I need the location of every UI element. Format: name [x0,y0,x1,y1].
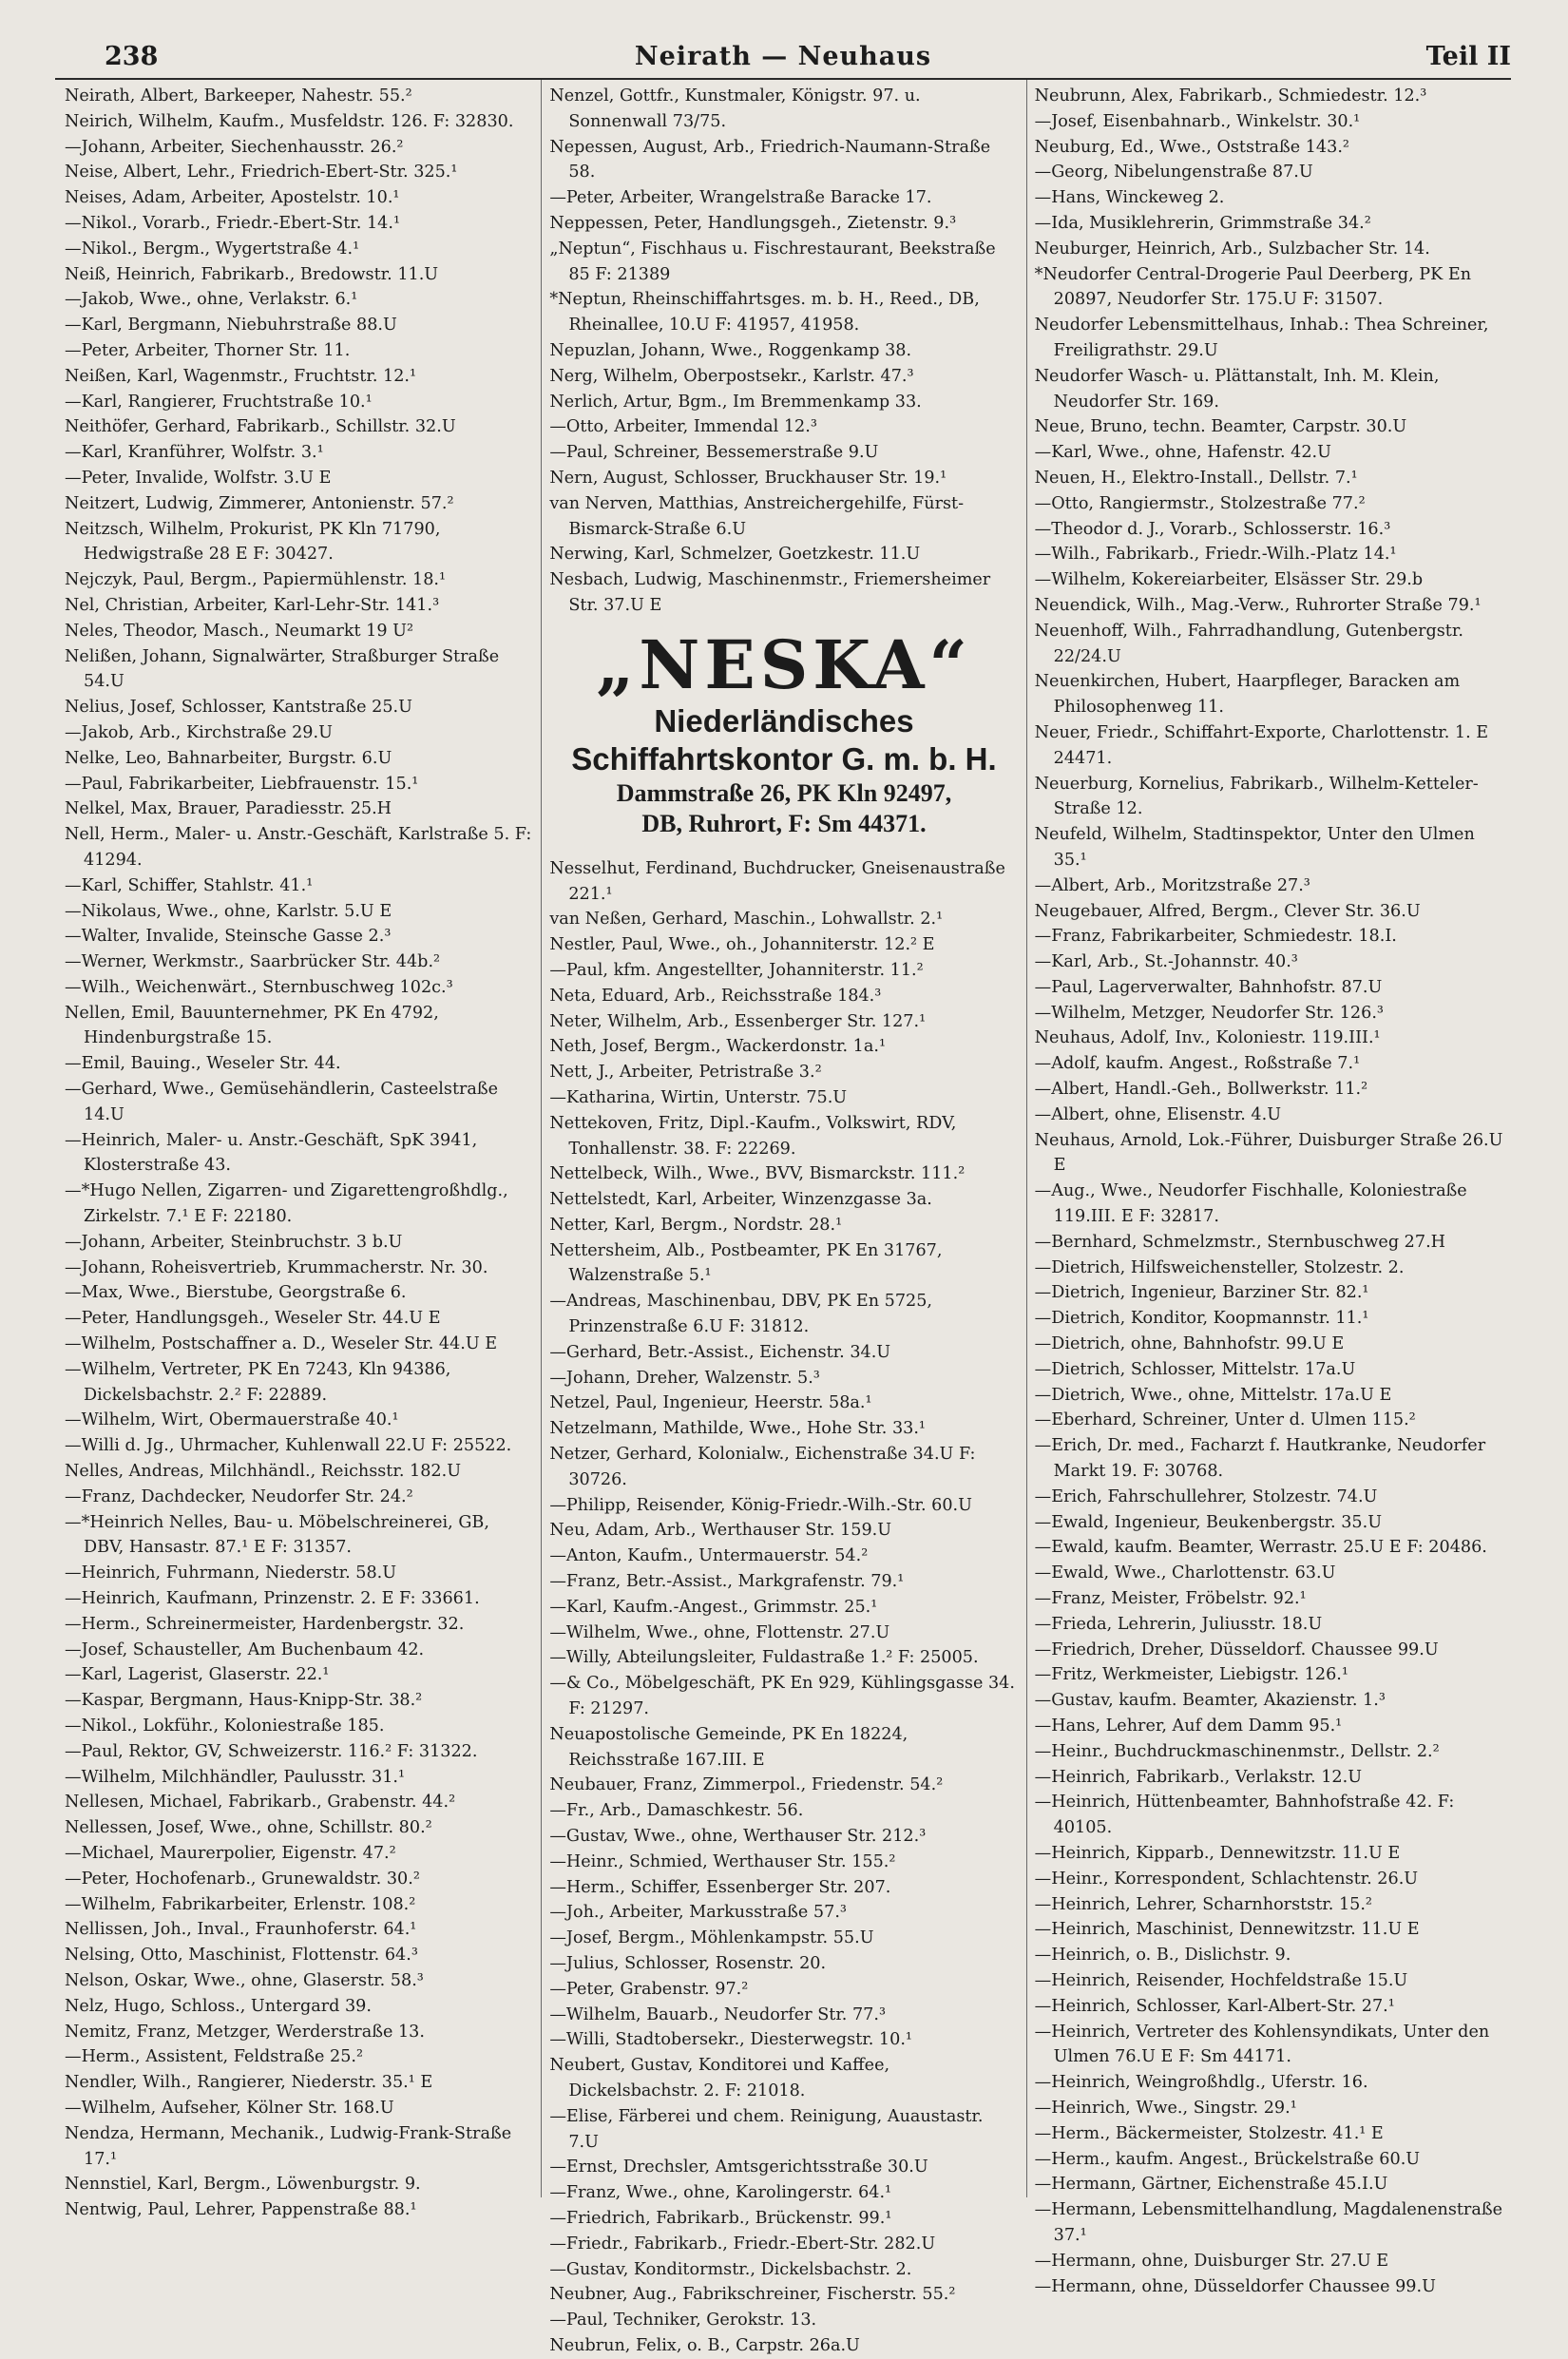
directory-entry: Nelsing, Otto, Maschinist, Flottenstr. 64.³ [65,1946,418,1966]
directory-entry: —Philipp, Reisender, König-Friedr.-Wilh.-Str. 60.U [549,1495,972,1515]
directory-entry: Nettekoven, Fritz, Dipl.-Kaufm., Volkswirt, RDV, Tonhallenstr. 38. F: 22269. [549,1113,957,1159]
directory-entry: —Wilhelm, Kokereiarbeiter, Elsässer Str. 29.b [1034,570,1424,590]
directory-entry: Neitzsch, Wilhelm, Prokurist, PK Kln 71790, Hedwigstraße 28 E F: 30427. [65,519,441,565]
directory-entry: Nerlich, Artur, Bgm., Im Bremmenkamp 33. [549,392,922,412]
directory-entry: Neirich, Wilhelm, Kaufm., Musfeldstr. 126. F: 32830. [65,111,514,131]
directory-entry: —Gerhard, Betr.-Assist., Eichenstr. 34.U [549,1342,891,1362]
directory-entry: —Nikol., Vorarb., Friedr.-Ebert-Str. 14.¹ [65,213,400,233]
neska-line1: Niederländisches [654,702,914,738]
directory-entry: —& Co., Möbelgeschäft, PK En 929, Kühlingsgasse 34. F: 21297. [549,1674,1015,1719]
directory-entry: Neuburg, Ed., Wwe., Oststraße 143.² [1034,137,1349,157]
directory-entry: —Franz, Meister, Fröbelstr. 92.¹ [1034,1589,1307,1609]
directory-entry: —Heinrich, Reisender, Hochfeldstraße 15.U [1034,1970,1408,1990]
directory-entry: —Franz, Wwe., ohne, Karolingerstr. 64.¹ [549,2183,892,2203]
directory-entry: Neitzert, Ludwig, Zimmerer, Antonienstr. 57.² [65,493,454,513]
directory-entry: Nesbach, Ludwig, Maschinenmstr., Friemersheimer Str. 37.U E [549,570,991,615]
directory-entry: Neithöfer, Gerhard, Fabrikarb., Schillstr. 32.U [65,417,456,437]
directory-entry: Nettersheim, Alb., Postbeamter, PK En 31767, Walzenstraße 5.¹ [549,1240,943,1286]
directory-entry: —Heinrich, Schlosser, Karl-Albert-Str. 27.¹ [1034,1996,1395,2016]
directory-entry: Neubner, Aug., Fabrikschreiner, Fischerstr. 55.² [549,2285,956,2305]
directory-entry: —Karl, Rangierer, Fruchtstraße 10.¹ [65,392,373,412]
column-middle-bottom [549,856,1018,2359]
columns [57,80,1511,2355]
directory-entry: —Karl, Wwe., ohne, Hafenstr. 42.U [1034,443,1331,463]
directory-entry: Neuburger, Heinrich, Arb., Sulzbacher Str. 14. [1034,239,1430,259]
directory-entry: —Hermann, Lebensmittelhandlung, Magdalenenstraße 37.¹ [1034,2200,1502,2245]
directory-entry: —Hermann, ohne, Düsseldorfer Chaussee 99.U [1034,2276,1436,2296]
directory-entry: Nel, Christian, Arbeiter, Karl-Lehr-Str. 141.³ [65,595,440,615]
directory-entry: —Wilhelm, Metzger, Neudorfer Str. 126.³ [1034,1003,1384,1023]
directory-entry: —Heinrich, Wwe., Singstr. 29.¹ [1034,2098,1297,2118]
directory-entry: Neißen, Karl, Wagenmstr., Fruchtstr. 12.¹ [65,366,417,386]
directory-entry: —Josef, Schausteller, Am Buchenbaum 42. [65,1640,425,1659]
directory-entry: —Dietrich, Hilfsweichensteller, Stolzestr. 2. [1034,1257,1405,1277]
directory-entry: —Peter, Invalide, Wolfstr. 3.U E [65,468,332,488]
directory-entry: —Franz, Fabrikarbeiter, Schmiedestr. 18.I. [1034,927,1397,947]
directory-entry: Nell, Herm., Maler- u. Anstr.-Geschäft, Karlstraße 5. F: 41294. [65,825,532,870]
column-right [1026,80,1511,2296]
directory-entry: Neises, Adam, Arbeiter, Apostelstr. 10.¹ [65,188,400,208]
directory-entry: —Peter, Handlungsgeh., Weseler Str. 44.U E [65,1309,441,1329]
directory-entry: Neuenhoff, Wilh., Fahrradhandlung, Gutenbergstr. 22/24.U [1034,621,1463,666]
directory-entry: —Johann, Arbeiter, Siechenhausstr. 26.² [65,137,404,157]
directory-entry: —Otto, Arbeiter, Immendal 12.³ [549,417,817,437]
directory-entry: Nelius, Josef, Schlosser, Kantstraße 25.U [65,698,412,718]
directory-entry: Neue, Bruno, techn. Beamter, Carpstr. 30.U [1034,417,1407,437]
directory-entry: —Herm., Assistent, Feldstraße 25.² [65,2047,364,2067]
directory-entry: —Friedrich, Dreher, Düsseldorf. Chaussee 99.U [1034,1640,1439,1659]
directory-entry: Nejczyk, Paul, Bergm., Papiermühlenstr. 18.¹ [65,570,447,590]
directory-entry: Neuer, Friedr., Schiffahrt-Exporte, Charlottenstr. 1. E 24471. [1034,722,1489,768]
directory-entry: —Paul, Lagerverwalter, Bahnhofstr. 87.U [1034,977,1383,997]
directory-entry: —Walter, Invalide, Steinsche Gasse 2.³ [65,927,392,947]
directory-entry: —Erich, Dr. med., Facharzt f. Hautkranke, Neudorfer Markt 19. F: 30768. [1034,1436,1486,1482]
directory-entry: —Georg, Nibelungenstraße 87.U [1034,163,1313,182]
directory-entry: Neufeld, Wilhelm, Stadtinspektor, Unter den Ulmen 35.¹ [1034,825,1475,870]
directory-entry: —Eberhard, Schreiner, Unter d. Ulmen 115.² [1034,1410,1416,1430]
directory-entry: —Karl, Arb., St.-Johannstr. 40.³ [1034,952,1298,972]
directory-entry: —Johann, Arbeiter, Steinbruchstr. 3 b.U [65,1232,403,1252]
directory-entry: —Dietrich, Konditor, Koopmannstr. 11.¹ [1034,1309,1369,1329]
directory-entry: —Hermann, Gärtner, Eichenstraße 45.I.U [1034,2175,1388,2195]
directory-entry: Neu, Adam, Arb., Werthauser Str. 159.U [549,1521,892,1541]
directory-entry: —Wilhelm, Aufseher, Kölner Str. 168.U [65,2098,394,2118]
directory-entry: —Joh., Arbeiter, Markusstraße 57.³ [549,1903,847,1923]
directory-entry: „Neptun“, Fischhaus u. Fischrestaurant, Beekstraße 85 F: 21389 [549,239,996,284]
page-title: Neirath — Neuhaus [634,42,932,71]
directory-entry: —Fritz, Werkmeister, Liebigstr. 126.¹ [1034,1665,1348,1685]
directory-entry: —Nikol., Lokführ., Koloniestraße 185. [65,1717,385,1736]
directory-entry: Neubrunn, Alex, Fabrikarb., Schmiedestr. 12.³ [1034,86,1427,105]
directory-entry: —Heinrich, Weingroßhdlg., Uferstr. 16. [1034,2073,1368,2093]
neska-address1: Dammstraße 26, PK Kln 92497, [616,778,952,807]
directory-entry: —Wilh., Fabrikarb., Friedr.-Wilh.-Platz 14.¹ [1034,545,1397,565]
directory-entry: —Willi d. Jg., Uhrmacher, Kuhlenwall 22.U F: 25522. [65,1436,512,1456]
directory-entry: —Heinr., Korrespondent, Schlachtenstr. 26.U [1034,1869,1419,1889]
directory-entry: —Friedrich, Fabrikarb., Brückenstr. 99.¹ [549,2208,892,2228]
directory-entry: —Herm., kaufm. Angest., Brückelstraße 60.U [1034,2149,1421,2169]
directory-entry: Neuhaus, Arnold, Lok.-Führer, Duisburger Straße 26.U E [1034,1130,1503,1176]
directory-entry: —Erich, Fahrschullehrer, Stolzestr. 74.U [1034,1486,1378,1506]
directory-entry: —Paul, Techniker, Gerokstr. 13. [549,2311,817,2330]
directory-entry: Neuendick, Wilh., Mag.-Verw., Ruhrorter Straße 79.¹ [1034,595,1482,615]
directory-entry: Nelson, Oskar, Wwe., ohne, Glaserstr. 58.³ [65,1970,424,1990]
directory-entry: Nesselhut, Ferdinand, Buchdrucker, Gneisenaustraße 221.¹ [549,858,1005,904]
directory-entry: —Elise, Färberei und chem. Reinigung, Auaustastr. 7.U [549,2106,984,2152]
directory-entry: —Heinrich, Kipparb., Dennewitzstr. 11.U E [1034,1843,1401,1863]
directory-entry: —Wilhelm, Wwe., ohne, Flottenstr. 27.U [549,1622,890,1642]
directory-entry: —Paul, Schreiner, Bessemerstraße 9.U [549,443,879,463]
directory-entry: Nentwig, Paul, Lehrer, Pappenstraße 88.¹ [65,2200,417,2220]
directory-entry: —Heinrich, o. B., Dislichstr. 9. [1034,1946,1291,1966]
directory-entry: Netter, Karl, Bergm., Nordstr. 28.¹ [549,1215,843,1235]
directory-entry: Nerwing, Karl, Schmelzer, Goetzkestr. 11.U [549,545,921,565]
directory-entry: —Jakob, Wwe., ohne, Verlakstr. 6.¹ [65,290,358,310]
directory-entry: Neta, Eduard, Arb., Reichsstraße 184.³ [549,986,882,1006]
neska-advertisement [549,619,1018,856]
directory-entry: —Josef, Bergm., Möhlenkampstr. 55.U [549,1928,874,1948]
directory-entry: —Josef, Eisenbahnarb., Winkelstr. 30.¹ [1034,111,1361,131]
directory-entry: Nepessen, August, Arb., Friedrich-Naumann-Straße 58. [549,137,991,182]
directory-entry: Neuapostolische Gemeinde, PK En 18224, Reichsstraße 167.III. E [549,1724,908,1770]
directory-entry: —Emil, Bauing., Weseler Str. 44. [65,1054,341,1074]
directory-entry: Neuenkirchen, Hubert, Haarpfleger, Baracken am Philosophenweg 11. [1034,672,1461,718]
directory-entry: Nellen, Emil, Bauunternehmer, PK En 4792, Hindenburgstraße 15. [65,1003,439,1048]
directory-entry: —Albert, Arb., Moritzstraße 27.³ [1034,875,1310,895]
directory-entry: —Peter, Grabenstr. 97.² [549,1979,749,1999]
directory-entry: —Peter, Arbeiter, Thorner Str. 11. [65,340,351,360]
directory-entry: —Heinrich, Fuhrmann, Niederstr. 58.U [65,1563,397,1583]
directory-entry: —Wilhelm, Milchhändler, Paulusstr. 31.¹ [65,1767,406,1787]
directory-entry: Neles, Theodor, Masch., Neumarkt 19 U² [65,621,414,641]
directory-entry: —Bernhard, Schmelzmstr., Sternbuschweg 27.H [1034,1232,1446,1252]
directory-entry: —*Hugo Nellen, Zigarren- und Zigarettengroßhdlg., Zirkelstr. 7.¹ E F: 22180. [65,1181,508,1227]
directory-entry: Nett, J., Arbeiter, Petristraße 3.² [549,1063,822,1083]
directory-entry: —Fr., Arb., Damaschkestr. 56. [549,1801,804,1821]
directory-entry: —Franz, Betr.-Assist., Markgrafenstr. 79.¹ [549,1572,905,1592]
directory-entry: *Neudorfer Central-Drogerie Paul Deerberg, PK En 20897, Neudorfer Str. 175.U F: 31507. [1034,264,1472,310]
directory-entry: —Albert, ohne, Elisenstr. 4.U [1034,1104,1282,1124]
directory-entry: Nemitz, Franz, Metzger, Werderstraße 13. [65,2022,425,2042]
directory-entry: —Gustav, kaufm. Beamter, Akazienstr. 1.³ [1034,1691,1386,1711]
directory-entry: Nepuzlan, Johann, Wwe., Roggenkamp 38. [549,340,912,360]
directory-entry: Netzelmann, Mathilde, Wwe., Hohe Str. 33.¹ [549,1419,926,1439]
directory-entry: —Heinr., Buchdruckmaschinenmstr., Dellstr. 2.² [1034,1741,1440,1761]
directory-entry: —Wilhelm, Fabrikarbeiter, Erlenstr. 108.² [65,1894,416,1914]
directory-entry: —Peter, Hochofenarb., Grunewaldstr. 30.² [65,1869,420,1889]
directory-entry: —Herm., Bäckermeister, Stolzestr. 41.¹ E [1034,2123,1384,2143]
directory-entry: —Heinrich, Hüttenbeamter, Bahnhofstraße 42. F: 40105. [1034,1793,1455,1838]
directory-entry: —Ewald, Wwe., Charlottenstr. 63.U [1034,1563,1336,1583]
directory-entry: —Heinrich, Lehrer, Scharnhorststr. 15.² [1034,1894,1372,1914]
directory-entry: —Dietrich, Ingenieur, Barziner Str. 82.¹ [1034,1283,1369,1303]
directory-entry: —Dietrich, ohne, Bahnhofstr. 99.U E [1034,1334,1345,1354]
directory-entry: Nendza, Hermann, Mechanik., Ludwig-Frank-Straße 17.¹ [65,2123,512,2169]
directory-entry: Nellesen, Michael, Fabrikarb., Grabenstr. 44.² [65,1793,456,1812]
directory-entry: —Franz, Dachdecker, Neudorfer Str. 24.² [65,1486,413,1506]
directory-entry: Nestler, Paul, Wwe., oh., Johanniterstr. 12.² E [549,935,935,955]
directory-entry: —Frieda, Lehrerin, Juliusstr. 18.U [1034,1614,1323,1634]
directory-entry: —Theodor d. J., Vorarb., Schlosserstr. 16.³ [1034,519,1391,539]
directory-entry: Neudorfer Wasch- u. Plättanstalt, Inh. M. Klein, Neudorfer Str. 169. [1034,366,1440,412]
directory-entry: Nelißen, Johann, Signalwärter, Straßburger Straße 54.U [65,646,500,692]
directory-entry: —Willi, Stadtobersekr., Diesterwegstr. 10.¹ [549,2030,912,2050]
directory-entry: Neubauer, Franz, Zimmerpol., Friedenstr. 54.² [549,1775,944,1795]
directory-entry: —Peter, Arbeiter, Wrangelstraße Baracke 17. [549,188,932,208]
directory-entry: —Nikolaus, Wwe., ohne, Karlstr. 5.U E [65,901,392,921]
directory-entry: —Kaspar, Bergmann, Haus-Knipp-Str. 38.² [65,1691,423,1711]
directory-entry: Nenzel, Gottfr., Kunstmaler, Königstr. 97. u. Sonnenwall 73/75. [549,86,921,131]
directory-entry: —Hermann, ohne, Duisburger Str. 27.U E [1034,2251,1389,2271]
page-number: 238 [105,42,159,71]
directory-entry: —Herm., Schreinermeister, Hardenbergstr. 32. [65,1614,465,1634]
directory-entry: —Herm., Schiffer, Essenberger Str. 207. [549,1877,891,1897]
directory-entry: —Otto, Rangiermstr., Stolzestraße 77.² [1034,493,1366,513]
directory-entry: Neubert, Gustav, Konditorei und Kaffee, Dickelsbachstr. 2. F: 21018. [549,2056,890,2100]
directory-entry: —Gustav, Wwe., ohne, Werthauser Str. 212.³ [549,1827,927,1847]
directory-entry: —Aug., Wwe., Neudorfer Fischhalle, Koloniestraße 119.III. E F: 32817. [1034,1181,1467,1227]
directory-entry: Neuerburg, Kornelius, Fabrikarb., Wilhelm-Ketteler-Straße 12. [1034,774,1479,819]
directory-entry: —Dietrich, Wwe., ohne, Mittelstr. 17a.U E [1034,1385,1392,1405]
directory-entry: —Ernst, Drechsler, Amtsgerichtsstraße 30.U [549,2158,928,2177]
directory-entry: Neppessen, Peter, Handlungsgeh., Zietenstr. 9.³ [549,213,957,233]
directory-entry: —Heinrich, Kaufmann, Prinzenstr. 2. E F: 33661. [65,1589,480,1609]
neska-address2: DB, Ruhrort, F: Sm 44371. [641,809,927,837]
directory-entry: Neuhaus, Adolf, Inv., Koloniestr. 119.III.¹ [1034,1028,1381,1048]
directory-entry: van Neßen, Gerhard, Maschin., Lohwallstr. 2.¹ [549,910,944,930]
directory-entry: —Heinrich, Maler- u. Anstr.-Geschäft, SpK 3941, Klosterstraße 43. [65,1130,478,1176]
directory-entry: —Katharina, Wirtin, Unterstr. 75.U [549,1087,848,1107]
directory-entry: —Hans, Lehrer, Auf dem Damm 95.¹ [1034,1717,1343,1736]
neska-line2: Schiffahrtskontor G. m. b. H. [571,740,997,777]
directory-entry: Neugebauer, Alfred, Bergm., Clever Str. 36.U [1034,901,1421,921]
directory-entry: —Julius, Schlosser, Rosenstr. 20. [549,1954,827,1973]
directory-entry: —Karl, Schiffer, Stahlstr. 41.¹ [65,875,314,895]
directory-entry: Nerg, Wilhelm, Oberpostsekr., Karlstr. 47.³ [549,366,914,386]
directory-entry: —Paul, Fabrikarbeiter, Liebfrauenstr. 15.¹ [65,774,419,794]
directory-entry: —Michael, Maurerpolier, Eigenstr. 47.² [65,1843,396,1863]
column-left [57,80,541,2220]
directory-entry: —Heinr., Schmied, Werthauser Str. 155.² [549,1851,896,1871]
directory-entry: Neudorfer Lebensmittelhaus, Inhab.: Thea Schreiner, Freiligrathstr. 29.U [1034,316,1489,360]
directory-entry: —Johann, Roheisvertrieb, Krummacherstr. Nr. 30. [65,1257,488,1277]
directory-entry: —Ewald, kaufm. Beamter, Werrastr. 25.U E F: 20486. [1034,1538,1487,1558]
directory-entry: Nendler, Wilh., Rangierer, Niederstr. 35.¹ E [65,2073,433,2093]
directory-entry: Nelles, Andreas, Milchhändl., Reichsstr. 182.U [65,1462,462,1482]
directory-entry: Nettelstedt, Karl, Arbeiter, Winzenzgasse 3a. [549,1190,932,1210]
column-middle [541,80,1025,2355]
directory-entry: —*Heinrich Nelles, Bau- u. Möbelschreinerei, GB, DBV, Hansastr. 87.¹ E F: 31357. [65,1512,489,1558]
directory-entry: Nern, August, Schlosser, Bruckhauser Str. 19.¹ [549,468,947,488]
directory-entry: Nellissen, Joh., Inval., Fraunhoferstr. 64.¹ [65,1920,417,1940]
directory-entry: Neuen, H., Elektro-Install., Dellstr. 7.¹ [1034,468,1358,488]
directory-entry: —Anton, Kaufm., Untermauerstr. 54.² [549,1546,869,1566]
page-header [55,40,1511,80]
directory-entry: —Jakob, Arb., Kirchstraße 29.U [65,722,333,742]
directory-entry: —Willy, Abteilungsleiter, Fuldastraße 1.² F: 25005. [549,1648,979,1668]
directory-entry: —Gerhard, Wwe., Gemüsehändlerin, Casteelstraße 14.U [65,1080,499,1124]
directory-entry: —Wilhelm, Bauarb., Neudorfer Str. 77.³ [549,2004,887,2024]
directory-entry: Nennstiel, Karl, Bergm., Löwenburgstr. 9. [65,2175,421,2195]
directory-entry: —Karl, Lagerist, Glaserstr. 22.¹ [65,1665,330,1685]
directory-entry: —Adolf, kaufm. Angest., Roßstraße 7.¹ [1034,1054,1361,1074]
directory-entry: —Ida, Musiklehrerin, Grimmstraße 34.² [1034,213,1371,233]
directory-entry: Neiß, Heinrich, Fabrikarb., Bredowstr. 11.U [65,264,439,284]
directory-entry: —Gustav, Konditormstr., Dickelsbachstr. 2. [549,2259,912,2279]
directory-entry: —Paul, kfm. Angestellter, Johanniterstr. 11.² [549,960,924,980]
neska-title: „NESKA“ [596,624,972,704]
directory-entry: —Paul, Rektor, GV, Schweizerstr. 116.² F: 31322. [65,1741,478,1761]
directory-entry: —Karl, Kaufm.-Angest., Grimmstr. 25.¹ [549,1597,878,1617]
directory-entry: Neter, Wilhelm, Arb., Essenberger Str. 127.¹ [549,1011,927,1031]
directory-entry: Neth, Josef, Bergm., Wackerdonstr. 1a.¹ [549,1037,887,1057]
directory-entry: —Friedr., Fabrikarb., Friedr.-Ebert-Str. 282.U [549,2234,936,2254]
directory-entry: Netzer, Gerhard, Kolonialw., Eichenstraße 34.U F: 30726. [549,1445,976,1489]
directory-entry: Netzel, Paul, Ingenieur, Heerstr. 58a.¹ [549,1393,872,1413]
directory-entry: —Karl, Kranführer, Wolfstr. 3.¹ [65,443,324,463]
directory-entry: Neise, Albert, Lehr., Friedrich-Ebert-Str. 325.¹ [65,163,458,182]
directory-entry: Nettelbeck, Wilh., Wwe., BVV, Bismarckstr. 111.² [549,1164,966,1184]
directory-entry: —Werner, Werkmstr., Saarbrücker Str. 44b.² [65,952,441,972]
directory-entry: —Wilh., Weichenwärt., Sternbuschweg 102c.³ [65,977,453,997]
directory-entry: Nellessen, Josef, Wwe., ohne, Schillstr. 80.² [65,1818,432,1838]
directory-entry: —Wilhelm, Vertreter, PK En 7243, Kln 94386, Dickelsbachstr. 2.² F: 22889. [65,1359,451,1405]
directory-entry: Neirath, Albert, Barkeeper, Nahestr. 55.² [65,86,412,105]
directory-entry: —Albert, Handl.-Geh., Bollwerkstr. 11.² [1034,1080,1368,1100]
directory-entry: —Dietrich, Schlosser, Mittelstr. 17a.U [1034,1359,1356,1379]
directory-entry: —Max, Wwe., Bierstube, Georgstraße 6. [65,1283,407,1303]
directory-entry: —Ewald, Ingenieur, Beukenbergstr. 35.U [1034,1512,1383,1532]
directory-entry: —Wilhelm, Postschaffner a. D., Weseler Str. 44.U E [65,1334,498,1354]
directory-entry: —Nikol., Bergm., Wygertstraße 4.¹ [65,239,360,259]
part-label: Teil II [1425,42,1511,71]
directory-entry: —Hans, Winckeweg 2. [1034,188,1225,208]
column-middle-top [549,84,1018,619]
directory-entry: —Heinrich, Vertreter des Kohlensyndikats, Unter den Ulmen 76.U E F: Sm 44171. [1034,2022,1490,2067]
directory-entry: —Andreas, Maschinenbau, DBV, PK En 5725, Prinzenstraße 6.U F: 31812. [549,1292,932,1337]
directory-entry: —Heinrich, Fabrikarb., Verlakstr. 12.U [1034,1767,1363,1787]
directory-entry: Neubrun, Felix, o. B., Carpstr. 26a.U [549,2335,860,2355]
directory-entry: *Neptun, Rheinschiffahrtsges. m. b. H., Reed., DB, Rheinallee, 10.U F: 41957, 41958. [549,290,980,336]
directory-entry: —Heinrich, Maschinist, Dennewitzstr. 11.U E [1034,1920,1420,1940]
directory-entry: Nelz, Hugo, Schloss., Untergard 39. [65,1996,372,2016]
directory-entry: —Johann, Dreher, Walzenstr. 5.³ [549,1368,820,1388]
directory-entry: Nelke, Leo, Bahnarbeiter, Burgstr. 6.U [65,748,392,768]
directory-entry: van Nerven, Matthias, Anstreichergehilfe, Fürst-Bismarck-Straße 6.U [549,493,965,539]
directory-entry: —Karl, Bergmann, Niebuhrstraße 88.U [65,316,397,336]
directory-entry: Nelkel, Max, Brauer, Paradiesstr. 25.H [65,799,392,819]
directory-entry: —Wilhelm, Wirt, Obermauerstraße 40.¹ [65,1410,399,1430]
